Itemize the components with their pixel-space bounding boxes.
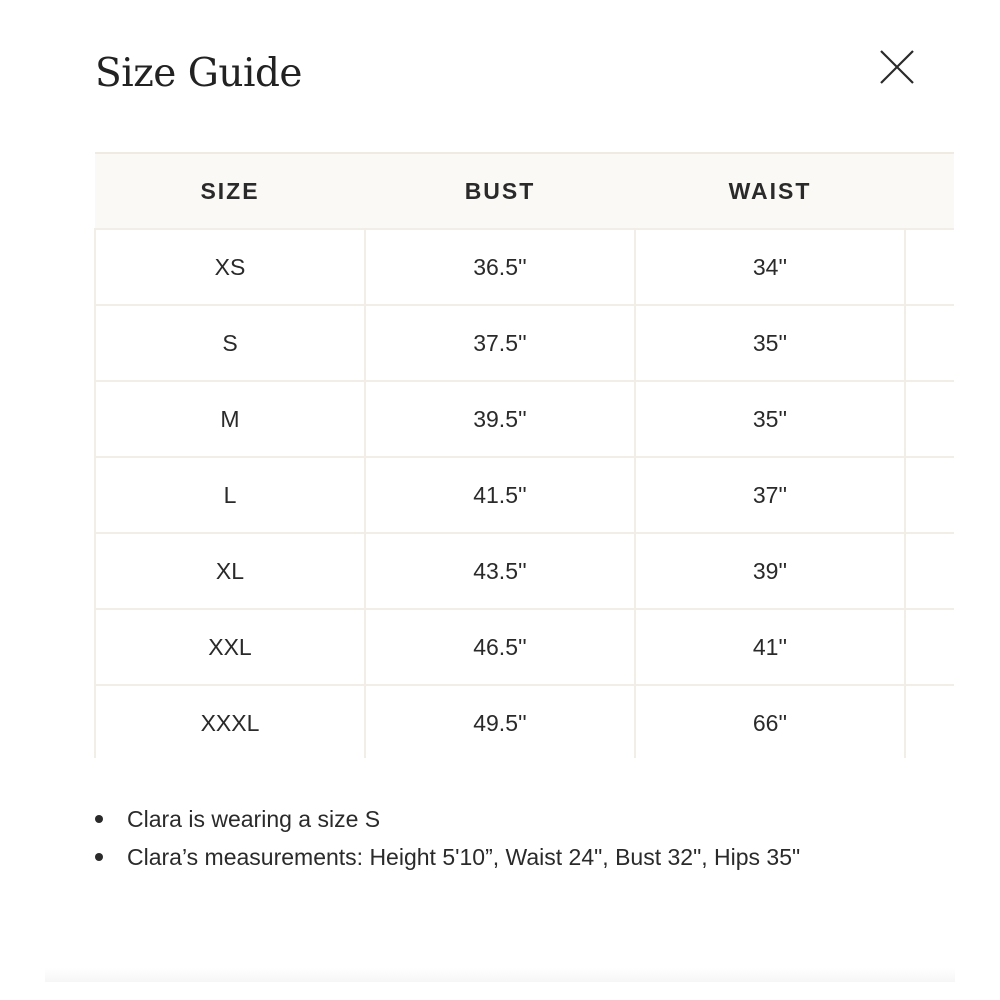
table-row [95, 229, 954, 305]
cell-size: S [95, 305, 365, 381]
table-row [95, 685, 954, 758]
column-header-waist: WAIST [635, 153, 905, 229]
note-text: Clara’s measurements: Height 5'10”, Waist 24", Bust 32", Hips 35" [127, 844, 801, 870]
cell-size: XS [95, 229, 365, 305]
cell-size: M [95, 381, 365, 457]
cell-hidden [905, 609, 954, 685]
cell-size: XXXL [95, 685, 365, 758]
column-header-hidden [905, 153, 954, 229]
cell-hidden [905, 229, 954, 305]
cell-bust: 36.5'' [365, 229, 635, 305]
column-header-size: SIZE [95, 153, 365, 229]
bullet-icon [95, 815, 103, 823]
cell-hidden [905, 457, 954, 533]
cell-bust: 41.5'' [365, 457, 635, 533]
close-icon [872, 42, 920, 90]
cell-bust: 43.5'' [365, 533, 635, 609]
close-button[interactable] [872, 42, 920, 90]
cell-hidden [905, 685, 954, 758]
cell-size: L [95, 457, 365, 533]
table-header-row [95, 153, 954, 229]
cell-waist: 34'' [635, 229, 905, 305]
cell-bust: 46.5'' [365, 609, 635, 685]
cell-hidden [905, 533, 954, 609]
size-table [94, 152, 954, 758]
table-row [95, 609, 954, 685]
cell-waist: 37'' [635, 457, 905, 533]
list-item [95, 800, 800, 838]
cell-waist: 66'' [635, 685, 905, 758]
cell-bust: 39.5'' [365, 381, 635, 457]
cell-bust: 49.5'' [365, 685, 635, 758]
cell-size: XL [95, 533, 365, 609]
note-text: Clara is wearing a size S [127, 806, 381, 832]
page-title: Size Guide [95, 51, 303, 96]
table-row [95, 381, 954, 457]
table-row [95, 457, 954, 533]
column-header-bust: BUST [365, 153, 635, 229]
table-row [95, 305, 954, 381]
cell-size: XXL [95, 609, 365, 685]
cell-waist: 35'' [635, 305, 905, 381]
cell-bust: 37.5'' [365, 305, 635, 381]
model-notes-list [95, 800, 800, 876]
bullet-icon [95, 853, 103, 861]
size-table-scroll[interactable] [94, 152, 954, 758]
cell-waist: 41'' [635, 609, 905, 685]
list-item [95, 838, 800, 876]
cell-hidden [905, 305, 954, 381]
modal-bottom-divider [45, 968, 955, 982]
table-row [95, 533, 954, 609]
cell-waist: 39'' [635, 533, 905, 609]
cell-waist: 35'' [635, 381, 905, 457]
cell-hidden [905, 381, 954, 457]
